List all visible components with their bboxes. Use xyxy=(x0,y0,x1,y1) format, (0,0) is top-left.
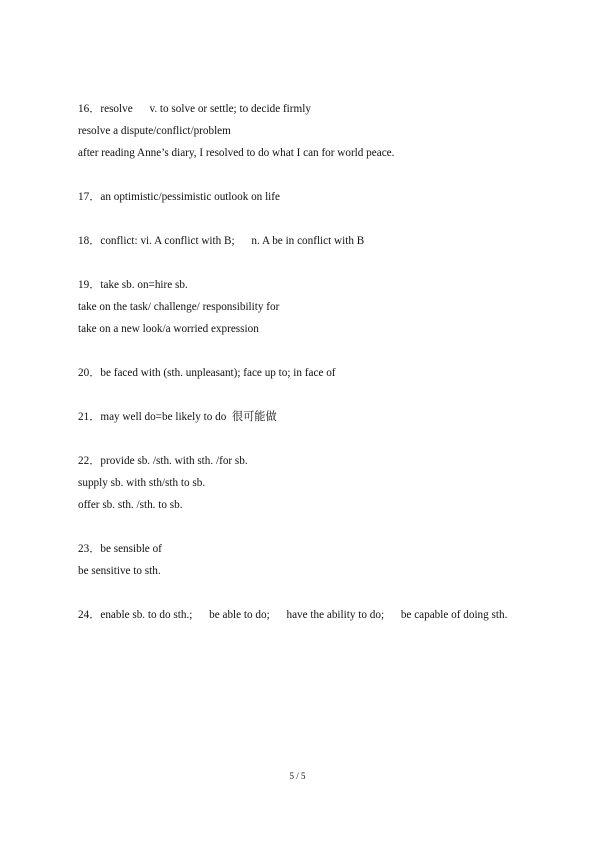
entry-19-example-1: take on the task/ challenge/ responsibility for xyxy=(78,301,280,313)
entry-20-heading: 20．be faced with (sth. unpleasant); face up to; in face of xyxy=(78,367,336,379)
entry-23-heading: 23．be sensible of xyxy=(78,543,162,555)
entry-18-heading: 18．conflict: vi. A conflict with B; n. A be in conflict with B xyxy=(78,235,365,247)
entry-16-example-2: after reading Anne’s diary, I resolved to do what I can for world peace. xyxy=(78,147,395,159)
entry-19-example-2: take on a new look/a worried expression xyxy=(78,323,259,335)
page-number: 5 / 5 xyxy=(289,771,306,781)
entry-17-heading: 17．an optimistic/pessimistic outlook on life xyxy=(78,191,280,203)
entry-22-example-2: offer sb. sth. /sth. to sb. xyxy=(78,499,183,511)
entry-16-heading: 16．resolve v. to solve or settle; to decide firmly xyxy=(78,103,311,115)
entry-16-example-1: resolve a dispute/conflict/problem xyxy=(78,125,231,137)
entry-22-example-1: supply sb. with sth/sth to sb. xyxy=(78,477,206,489)
entry-22-heading: 22．provide sb. /sth. with sth. /for sb. xyxy=(78,455,248,467)
entry-21-heading: 21．may well do=be likely to do 很可能做 xyxy=(78,411,277,423)
entry-23-example-1: be sensitive to sth. xyxy=(78,565,161,577)
entry-19-heading: 19．take sb. on=hire sb. xyxy=(78,279,188,291)
entry-24-heading: 24．enable sb. to do sth.; be able to do; have the ability to do; be capable of doing sth. xyxy=(78,609,508,621)
